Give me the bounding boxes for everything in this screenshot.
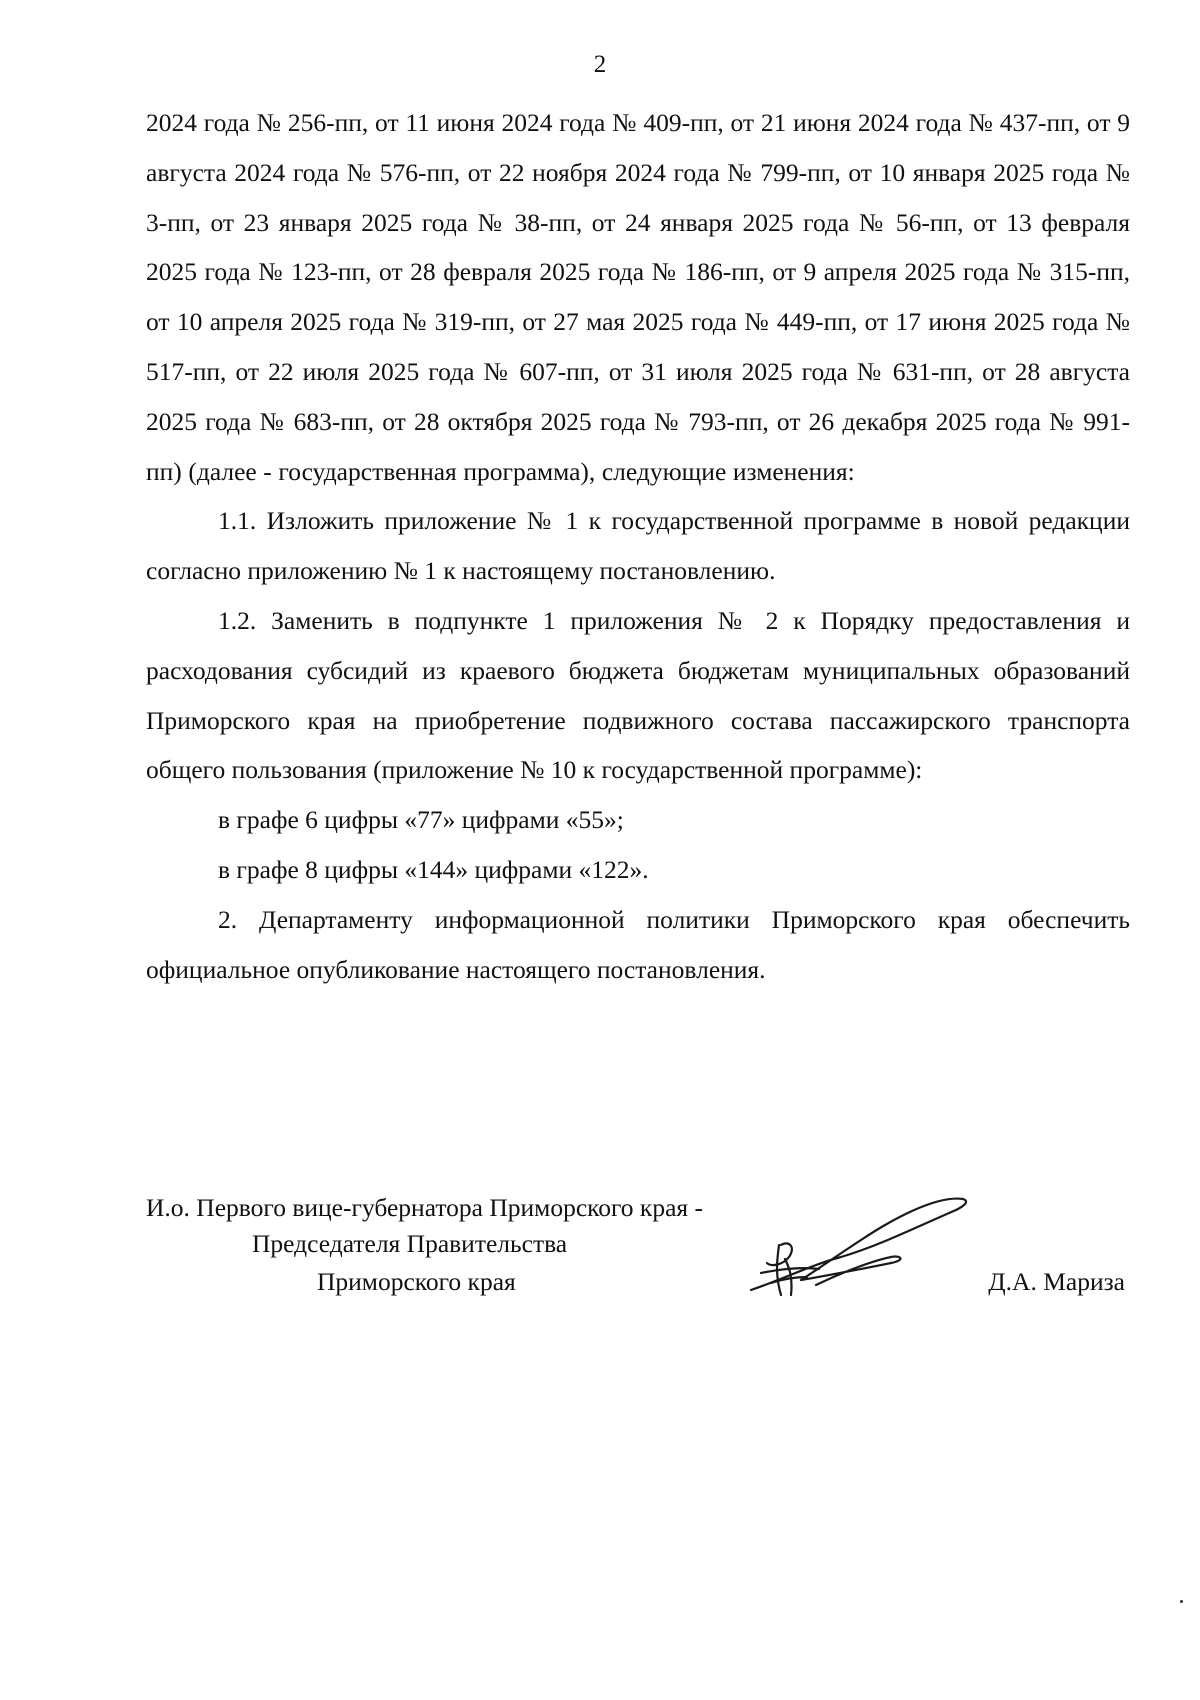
sub-line-column-8: в графе 8 цифры «144» цифрами «122». xyxy=(218,854,649,884)
signatory-title-line-3: Приморского края xyxy=(317,1267,516,1296)
page-number: 2 xyxy=(593,51,607,78)
sub-line-column-6: в графе 6 цифры «77» цифрами «55»; xyxy=(218,805,624,835)
paragraph-amendment-list: 2024 года № 256-пп, от 11 июня 2024 года № 409-пп, от 21 июня 2024 года № 437-пп, от 9 августа 2024 года № 576-пп, от 22 ноября 2024 года № 799-пп, от 10 января 2025 года № 3-пп, от 23 января 2025 года № 38-пп, от 24 января 2025 года № 56-пп, от 13 февраля 2025 года № 123-пп, от 28 февраля 2025 года № 186-пп, от 9 апреля 2025 года № 315-пп, от 10 апреля 2025 года № 319-пп, от 27 мая 2025 года № 449-пп, от 17 июня 2025 года № 517-пп, от 22 июля 2025 года № 607-пп, от 31 июля 2025 года № 631-пп, от 28 августа 2025 года № 683-пп, от 28 октября 2025 года № 793-пп, от 26 декабря 2025 года № 991-пп) (далее - государственная программа), следующие изменения: xyxy=(146,108,1130,486)
signatory-title-line-1: И.о. Первого вице-губернатора Приморского края - xyxy=(146,1193,703,1222)
signatory-title-line-2: Председателя Правительства xyxy=(252,1229,568,1258)
signature-block xyxy=(146,1190,1130,1330)
document-body xyxy=(146,98,1130,994)
handwritten-signature xyxy=(741,1185,971,1305)
item-2: 2. Департаменту информационной политики Приморского края обеспечить официальное опубликование настоящего постановления. xyxy=(146,904,1130,984)
item-1-2: 1.2. Заменить в подпункте 1 приложения № 2 к Порядку предоставления и расходования субсидий из краевого бюджета бюджетам муниципальных образований Приморского края на приобретение подвижного состава пассажирского транспорта общего пользования (приложение № 10 к государственной программе): xyxy=(146,605,1130,785)
item-1-1: 1.1. Изложить приложение № 1 к государственной программе в новой редакции согласно приложению № 1 к настоящему постановлению. xyxy=(146,506,1130,586)
scan-speck xyxy=(1180,1600,1183,1603)
signatory-name: Д.А. Мариза xyxy=(988,1267,1125,1296)
